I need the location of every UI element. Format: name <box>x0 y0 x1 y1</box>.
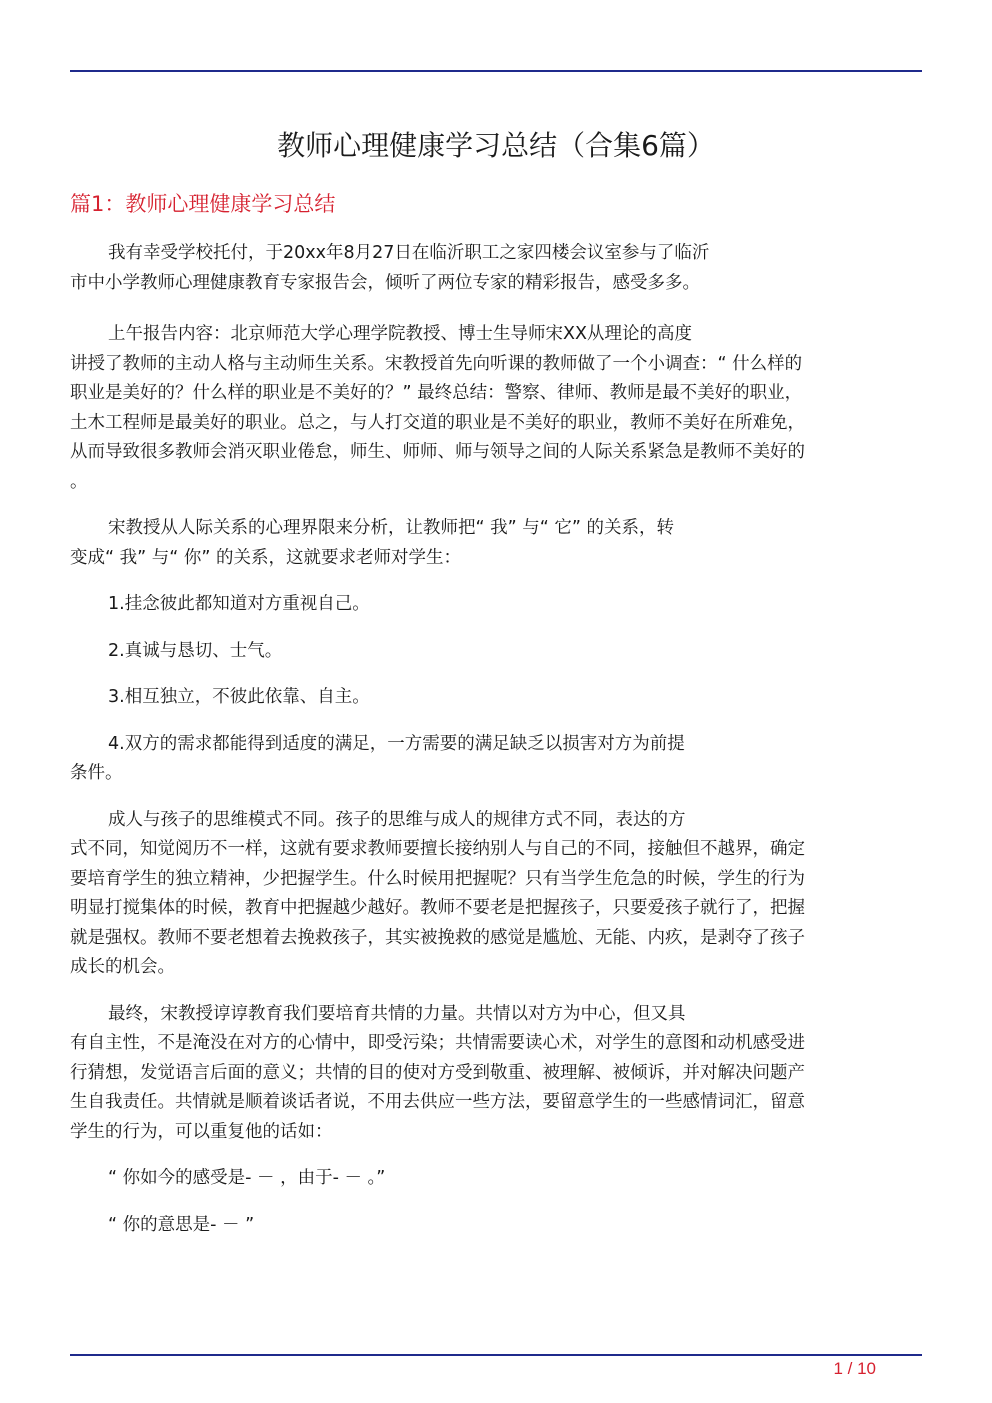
paragraph-line: 4.双方的需求都能得到适度的满足，一方需要的满足缺乏以损害对方为前提 <box>108 733 685 754</box>
paragraph <box>70 637 914 667</box>
paragraph-line: 宋教授从人际关系的心理界限来分析，让教师把“ 我” 与“ 它” 的关系，转 <box>108 518 675 538</box>
paragraph-line: 2.真诚与恳切、士气。 <box>108 640 283 661</box>
paragraph <box>70 730 914 789</box>
paragraph-line: 1.挂念彼此都知道对方重视自己。 <box>108 594 370 614</box>
paragraph-line: 职业是美好的？什么样的职业是不美好的？” 最终总结：警察、律师、教师是最不美好的职业， <box>70 383 803 403</box>
paragraph-line: 我有幸受学校托付，于20xx年8月27日在临沂职工之家四楼会议室参与了临沂 <box>108 243 710 263</box>
paragraph-line: 讲授了教师的主动人格与主动师生关系。宋教授首先向听课的教师做了一个小调查：“ 什么样的 <box>70 353 803 374</box>
paragraph-line: 最终，宋教授谆谆教育我们要培育共情的力量。共情以对方为中心，但又具 <box>108 1003 686 1024</box>
paragraph-line: 条件。 <box>70 763 123 783</box>
paragraph-line: 成人与孩子的思维模式不同。孩子的思维与成人的规律方式不同，表达的方 <box>108 809 686 830</box>
paragraph <box>70 320 914 497</box>
paragraph-line: 明显打搅集体的时候，教育中把握越少越好。教师不要老是把握孩子，只要爱孩子就行了，把握 <box>70 898 805 918</box>
paragraph <box>70 1000 914 1148</box>
paragraph <box>70 1164 914 1194</box>
paragraph-line: 式不同，知觉阅历不一样，这就有要求教师要擅长接纳别人与自己的不同，接触但不越界，确定 <box>70 839 805 859</box>
footer-rule <box>70 1354 922 1356</box>
header-rule <box>70 70 922 72</box>
paragraph <box>70 806 914 983</box>
paragraph-line: 生自我责任。共情就是顺着谈话者说，不用去供应一些方法，要留意学生的一些感情词汇，留意 <box>70 1092 805 1112</box>
paragraph <box>70 514 914 573</box>
paragraph-line: 从而导致很多教师会消灭职业倦怠，师生、师师、师与领导之间的人际关系紧急是教师不美好的 <box>70 442 805 462</box>
paragraph-line: 要培育学生的独立精神，少把握学生。什么时候用把握呢？只有当学生危急的时候，学生的行为 <box>70 868 805 889</box>
paragraph-line: “ 你如今的感受是- － ，由于- － 。” <box>108 1168 386 1188</box>
document-title: 教师心理健康学习总结（合集6篇） <box>277 129 715 162</box>
paragraph-line: 就是强权。教师不要老想着去挽救孩子，其实被挽救的感觉是尴尬、无能、内疚，是剥夺了孩子 <box>70 927 805 948</box>
paragraph <box>70 1211 914 1241</box>
page-indicator: 1 / 10 <box>833 1359 876 1378</box>
paragraph-line: 有自主性，不是淹没在对方的心情中，即受污染；共情需要读心术，对学生的意图和动机感受进 <box>70 1033 805 1053</box>
paragraph-line: 土木工程师是最美好的职业。总之，与人打交道的职业是不美好的职业，教师不美好在所难免， <box>70 412 805 433</box>
paragraph-line: 3.相互独立，不彼此依靠、自主。 <box>108 687 370 707</box>
document-body <box>70 239 914 1257</box>
paragraph-line: 成长的机会。 <box>70 957 175 977</box>
paragraph <box>70 683 914 713</box>
paragraph-line: 上午报告内容：北京师范大学心理学院教授、博士生导师宋XX从理论的高度 <box>108 324 692 344</box>
paragraph-line: 。 <box>70 471 88 492</box>
paragraph-line: “ 你的意思是- － ” <box>108 1214 255 1235</box>
section-heading: 篇1：教师心理健康学习总结 <box>70 192 336 216</box>
paragraph-line: 市中小学教师心理健康教育专家报告会，倾听了两位专家的精彩报告，感受多多。 <box>70 272 700 293</box>
paragraph-line: 行猜想，发觉语言后面的意义；共情的目的使对方受到敬重、被理解、被倾诉，并对解决问题产 <box>70 1062 805 1083</box>
paragraph <box>70 239 914 298</box>
paragraph-line: 学生的行为，可以重复他的话如： <box>70 1121 333 1142</box>
paragraph <box>70 590 914 620</box>
paragraph-line: 变成“ 我” 与“ 你” 的关系，这就要求老师对学生： <box>70 547 462 568</box>
